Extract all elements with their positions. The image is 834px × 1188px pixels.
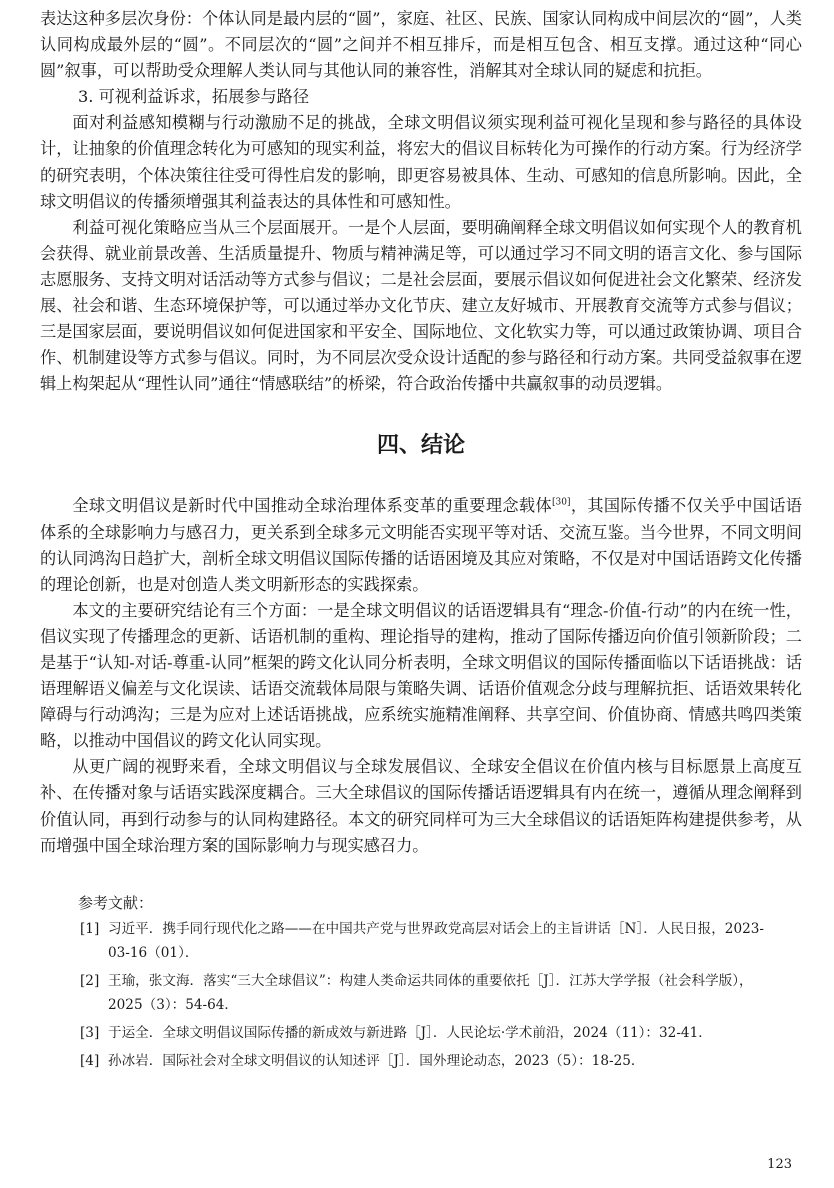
body-paragraph: 从更广阔的视野来看，全球文明倡议与全球发展倡议、全球安全倡议在价值内核与目标愿景上高度互补、在传播对象与话语实践深度耦合。三大全球倡议的国际传播话语逻辑具有内在统一，遵循从理念阐释到价值认同，再到行动参与的认同构建路径。本文的研究同样可为三大全球倡议的话语矩阵构建提供参考，从而增强中国全球治理方案的国际影响力与现实感召力。 xyxy=(40,757,802,855)
reference-number: [2] xyxy=(80,972,100,989)
reference-item xyxy=(40,917,802,965)
reference-text: 孙冰岩．国际社会对全球文明倡议的认知述评［J］．国外理论动态，2023（5）：18-25． xyxy=(108,1052,645,1069)
body-paragraph: 本文的主要研究结论有三个方面：一是全球文明倡议的话语逻辑具有“理念-价值-行动”的内在统一性，倡议实现了传播理念的更新、话语机制的重构、理论指导的建构，推动了国际传播迈向价值引领新阶段；二是基于“认知-对话-尊重-认同”框架的跨文化认同分析表明，全球文明倡议的国际传播面临以下话语挑战：话语理解语义偏差与文化误读、话语交流载体局限与策略失调、话语价值观念分歧与理解抗拒、话语效果转化障碍与行动鸿沟；三是为应对上述话语挑战，应系统实施精准阐释、共享空间、价值协商、情感共鸣四类策略，以推动中国倡议的跨文化认同实现。 xyxy=(40,600,802,751)
paragraph-text: 全球文明倡议是新时代中国推动全球治理体系变革的重要理念载体 xyxy=(72,496,552,516)
page-number: 123 xyxy=(767,1157,792,1172)
body-paragraph: 利益可视化策略应当从三个层面展开。一是个人层面，要明确阐释全球文明倡议如何实现个人的教育机会获得、就业前景改善、生活质量提升、物质与精神满足等，可以通过学习不同文明的语言文化、参与国际志愿服务、支持文明对话活动等方式参与倡议；二是社会层面，要展示倡议如何促进社会文化繁荣、经济发展、社会和谐、生态环境保护等，可以通过举办文化节庆、建立友好城市、开展教育交流等方式参与倡议；三是国家层面，要说明倡议如何促进国家和平安全、国际地位、文化软实力等，可以通过政策协调、项目合作、机制建设等方式参与倡议。同时，为不同层次受众设计适配的参与路径和行动方案。共同受益叙事在逻辑上构架起从“理性认同”通往“情感联结”的桥梁，符合政治传播中共赢叙事的动员逻辑。 xyxy=(40,217,802,394)
references-section xyxy=(40,891,802,1073)
reference-item xyxy=(40,1049,802,1073)
references-title: 参考文献： xyxy=(78,893,154,912)
body-paragraph: 面对利益感知模糊与行动激励不足的挑战，全球文明倡议须实现利益可视化呈现和参与路径的具体设计，让抽象的价值理念转化为可感知的现实利益，将宏大的倡议目标转化为可操作的行动方案。行为经济学的研究表明，个体决策往往受可得性启发的影响，即更容易被具体、生动、可感知的信息所影响。因此，全球文明倡议的传播须增强其利益表达的具体性和可感知性。 xyxy=(40,113,802,211)
paragraph-text: ，其国际传播不仅关乎中国话语体系的全球影响力与感召力，更关系到全球多元文明能否实现平等对话、交流互鉴。当今世界，不同文明间的认同鸿沟日趋扩大，剖析全球文明倡议国际传播的话语困境及其应对策略，不仅是对中国话语跨文化传播的理论创新，也是对创造人类文明新形态的实践探索。 xyxy=(40,496,802,594)
reference-text: 于运全．全球文明倡议国际传播的新成效与新进路［J］．人民论坛·学术前沿，2024（11）：32-41． xyxy=(108,1024,712,1041)
body-paragraph xyxy=(40,493,802,597)
subsection-heading: 3. 可视利益诉求，拓展参与路径 xyxy=(78,87,310,107)
reference-number: [3] xyxy=(80,1024,100,1041)
reference-item xyxy=(40,969,802,1017)
reference-text: 习近平．携手同行现代化之路——在中国共产党与世界政党高层对话会上的主旨讲话［N］．人民日报，2023-03-16（01）． xyxy=(108,920,764,961)
reference-item xyxy=(40,1021,802,1045)
article-body xyxy=(40,6,802,1077)
body-paragraph: 表达这种多层次身份：个体认同是最内层的“圆”，家庭、社区、民族、国家认同构成中间层次的“圆”，人类认同构成最外层的“圆”。不同层次的“圆”之间并不相互排斥，而是相互包含、相互支撑。通过这种“同心圆”叙事，可以帮助受众理解人类认同与其他认同的兼容性，消解其对全球认同的疑虑和抗拒。 xyxy=(40,9,802,81)
reference-text: 王瑜，张文海．落实“三大全球倡议”：构建人类命运共同体的重要依托［J］．江苏大学学报（社会科学版），2025（3）：54-64． xyxy=(108,972,753,1013)
section-title: 四、结论 xyxy=(376,432,465,459)
citation-marker: [30] xyxy=(551,498,571,509)
reference-number: [4] xyxy=(80,1052,100,1069)
reference-number: [1] xyxy=(80,920,100,937)
